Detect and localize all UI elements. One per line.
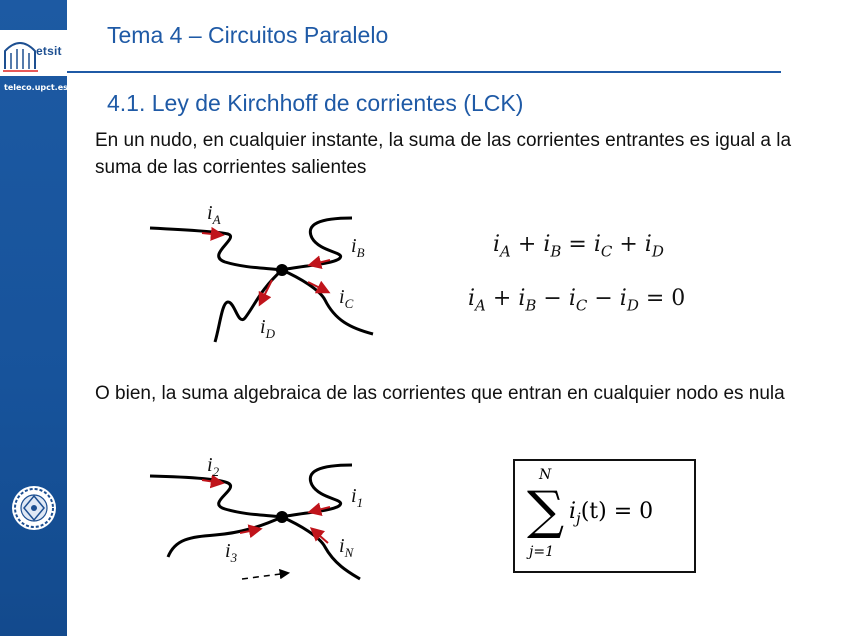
title-divider: [67, 71, 781, 73]
sum-expression: $i_j(t) = 0$: [569, 499, 654, 528]
node-diagram-2: [140, 455, 390, 595]
label-id: $i_D$: [260, 316, 275, 341]
sidebar: [0, 0, 67, 636]
sum-upper-limit: N: [539, 467, 552, 483]
kcl-equation-2: $i_A + i_B - i_C - i_D = 0$: [468, 286, 686, 315]
page-title: Tema 4 – Circuitos Paralelo: [107, 22, 389, 48]
label-i1: $i_1$: [351, 485, 364, 510]
label-ia: $i_A$: [207, 202, 221, 227]
wire-c: [282, 270, 373, 334]
section-heading: 4.1. Ley de Kirchhoff de corrientes (LCK): [107, 90, 524, 116]
kcl-equation-1: $i_A + i_B = i_C + i_D$: [493, 232, 664, 261]
sigma-symbol: ∑: [527, 481, 565, 541]
label-in: $i_N$: [339, 535, 354, 560]
label-i3: $i_3$: [225, 540, 238, 565]
paragraph-definition: En un nudo, en cualquier instante, la suma de las corrientes entrantes es igual a la suma de las corrientes salientes: [95, 130, 792, 178]
label-ic: $i_C$: [339, 286, 354, 311]
label-i2: $i_2$: [207, 454, 220, 479]
node-dot-2: [276, 511, 288, 523]
logo-text: etsit: [36, 44, 62, 58]
wire-b: [282, 218, 352, 270]
node-dot: [276, 264, 288, 276]
site-url[interactable]: teleco.upct.es: [4, 83, 68, 92]
etsit-logo: [0, 30, 67, 76]
paragraph-algebraic: O bien, la suma algebraica de las corrientes que entran en cualquier nodo es nula: [95, 383, 785, 404]
wire-1: [282, 465, 352, 517]
building-logo-icon: [2, 33, 38, 73]
dashed-direction-arrow: [242, 573, 288, 579]
university-seal-icon: [11, 485, 57, 531]
label-ib: $i_B$: [351, 235, 365, 260]
sum-lower-limit: j=1: [529, 544, 554, 560]
summation-formula-box: [513, 459, 696, 573]
